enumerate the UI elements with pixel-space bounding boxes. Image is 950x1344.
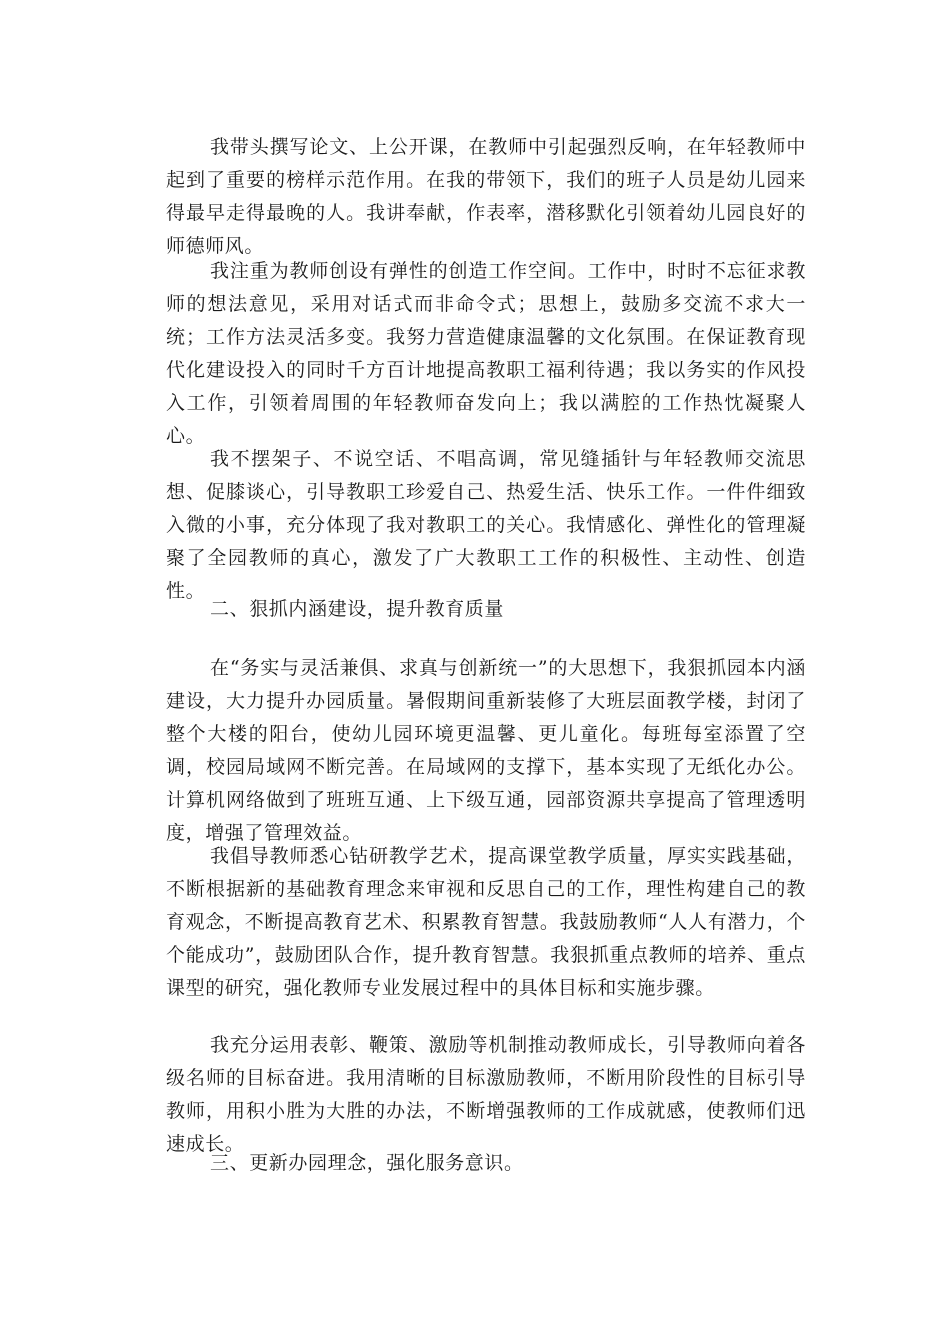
paragraph-care-for-staff: 我不摆架子、不说空话、不唱高调，常见缝插针与年轻教师交流思想、促膝谈心，引导教职工珍爱自己、热爱生活、快乐工作。一件件细致入微的小事，充分体现了我对教职工的关心。我情感化、弹性化的管理凝聚了全园教师的真心，激发了广大教职工工作的积极性、主动性、创造性。 — [166, 448, 806, 602]
paragraph-infrastructure: 在“务实与灵活兼俱、求真与创新统一”的大思想下，我狠抓园本内涵建设，大力提升办园质量。暑假期间重新装修了大班层面教学楼，封闭了整个大楼的阳台，使幼儿园环境更温馨、更儿童化。每班每室添置了空调，校园局域网不断完善。在局域网的支撑下，基本实现了无纸化办公。计算机网络做到了班班互通、上下级互通，园部资源共享提高了管理透明度，增强了管理效益。 — [166, 657, 806, 844]
paragraph-teacher-growth: 我充分运用表彰、鞭策、激励等机制推动教师成长，引导教师向着各级名师的目标奋进。我用清晰的目标激励教师，不断用阶段性的目标引导教师，用积小胜为大胜的办法，不断增强教师的工作成就感，使教师们迅速成长。 — [166, 1034, 806, 1155]
paragraph-teaching-quality: 我倡导教师悉心钻研教学艺术，提高课堂教学质量，厚实实践基础，不断根据新的基础教育理念来审视和反思自己的工作，理性构建自己的教育观念，不断提高教育艺术、积累教育智慧。我鼓励教师“人人有潜力，个个能成功”，鼓励团队合作，提升教育智慧。我狠抓重点教师的培养、重点课型的研究，强化教师专业发展过程中的具体目标和实施步骤。 — [166, 845, 806, 999]
paragraph-role-model: 我带头撰写论文、上公开课，在教师中引起强烈反响，在年轻教师中起到了重要的榜样示范作用。在我的带领下，我们的班子人员是幼儿园来得最早走得最晚的人。我讲奉献，作表率，潜移默化引领着幼儿园良好的师德师风。 — [166, 136, 806, 257]
section-heading-2: 二、狠抓内涵建设，提升教育质量 — [210, 598, 505, 620]
paragraph-work-space: 我注重为教师创设有弹性的创造工作空间。工作中，时时不忘征求教师的想法意见，采用对话式而非命令式；思想上，鼓励多交流不求大一统；工作方法灵活多变。我努力营造健康温馨的文化氛围。在保证教育现代化建设投入的同时千方百计地提高教职工福利待遇；我以务实的作风投入工作，引领着周围的年轻教师奋发向上；我以满腔的工作热忱凝聚人心。 — [166, 260, 806, 447]
section-heading-3: 三、更新办园理念，强化服务意识。 — [210, 1152, 524, 1174]
